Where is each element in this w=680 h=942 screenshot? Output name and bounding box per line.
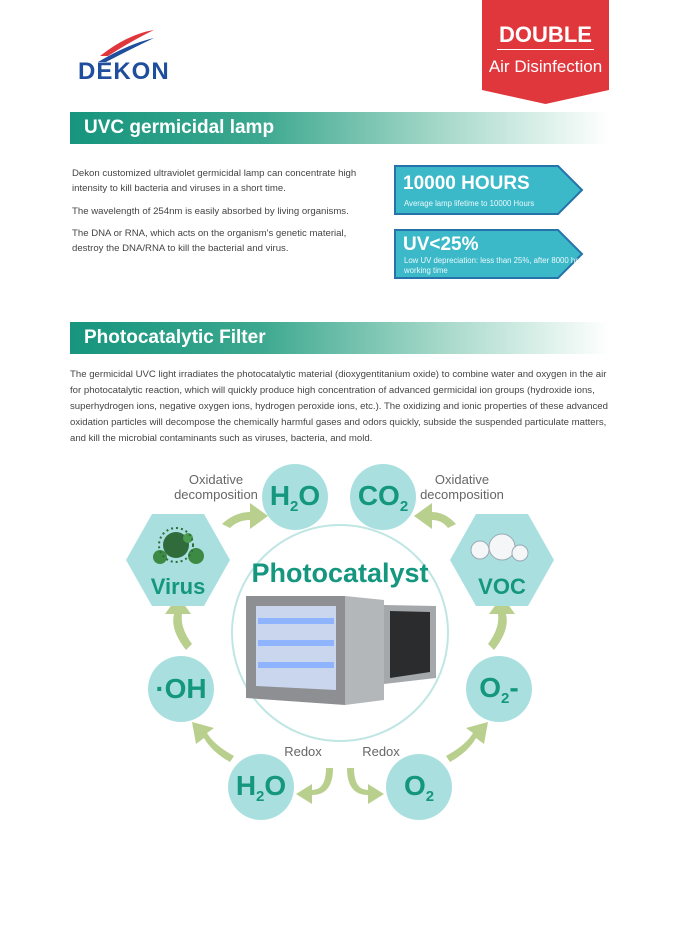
arrow-redox-right bbox=[347, 768, 384, 804]
ribbon-subtitle: Air Disinfection bbox=[488, 57, 603, 76]
node-o2-minus: $O_2-$ bbox=[466, 656, 532, 722]
node-o2: $O_2$ bbox=[386, 754, 452, 820]
arrow-h2o-to-oh bbox=[192, 722, 234, 762]
badge-uv-sub-2: working time bbox=[404, 266, 448, 275]
redox-label-right: Redox bbox=[362, 744, 400, 759]
badge-uv-sub-1: Low UV depreciation: less than 25%, after 8000 hrs bbox=[404, 256, 582, 265]
section-title-uvc: UVC germicidal lamp bbox=[84, 117, 275, 138]
node-h2o-bottom: $H_2O$ bbox=[228, 754, 294, 820]
uvc-paragraph-3: The DNA or RNA, which acts on the organism's genetic material, destroy the DNA/RNA to kill the bacterial and virus. bbox=[72, 228, 347, 254]
node-co2: $CO_2$ bbox=[350, 464, 416, 530]
badge-lifetime-sub: Average lamp lifetime to 10000 Hours bbox=[404, 199, 535, 208]
arrow-o2-to-o2minus bbox=[446, 722, 488, 762]
arrow-redox-left bbox=[296, 768, 333, 804]
brand-name: DEKON bbox=[78, 58, 170, 85]
photo-paragraph: The germicidal UVC light irradiates the photocatalytic material (dioxygentitanium oxide) to combine water and oxygen in the air for photocatalytic reaction, which will quickly produce high concentration of advanced germicidal ion groups (hydroxide ions, superhydrogen ions, negative oxygen ions, hydrogen peroxide ions, etc.). The oxidizing and ionic properties of these advanced oxidation particles will decompose the chemically harmful gases and odors quickly, subside the suspended particulate matters, and kill the microbial contaminants such as viruses, bacteria, and mold. bbox=[70, 369, 608, 444]
arrow-voc-to-co2 bbox=[414, 503, 456, 529]
node-oh: ·OH bbox=[148, 656, 214, 722]
photocatalyst-title: Photocatalyst bbox=[251, 558, 429, 588]
voc-label: VOC bbox=[478, 574, 526, 599]
badge-lifetime-title: 10000 HOURS bbox=[403, 173, 530, 194]
uvc-paragraph-2: The wavelength of 254nm is easily absorbed by living organisms. bbox=[72, 206, 349, 217]
ribbon-title: DOUBLE bbox=[499, 22, 592, 47]
section-title-photocatalytic: Photocatalytic Filter bbox=[84, 327, 266, 348]
oxidative-label-left: Oxidative decomposition bbox=[174, 472, 258, 502]
arrow-virus-to-h2o bbox=[222, 503, 268, 529]
oxidative-label-right: Oxidative decomposition bbox=[420, 472, 504, 502]
badge-uv-title: UV<25% bbox=[403, 234, 479, 255]
node-h2o-top: $H_2O$ bbox=[262, 464, 328, 530]
uvc-paragraph-1: Dekon customized ultraviolet germicidal lamp can concentrate high intensity to kill bacteria and viruses in a short time. bbox=[72, 168, 357, 194]
virus-label: Virus bbox=[150, 574, 206, 599]
redox-label-left: Redox bbox=[284, 744, 322, 759]
